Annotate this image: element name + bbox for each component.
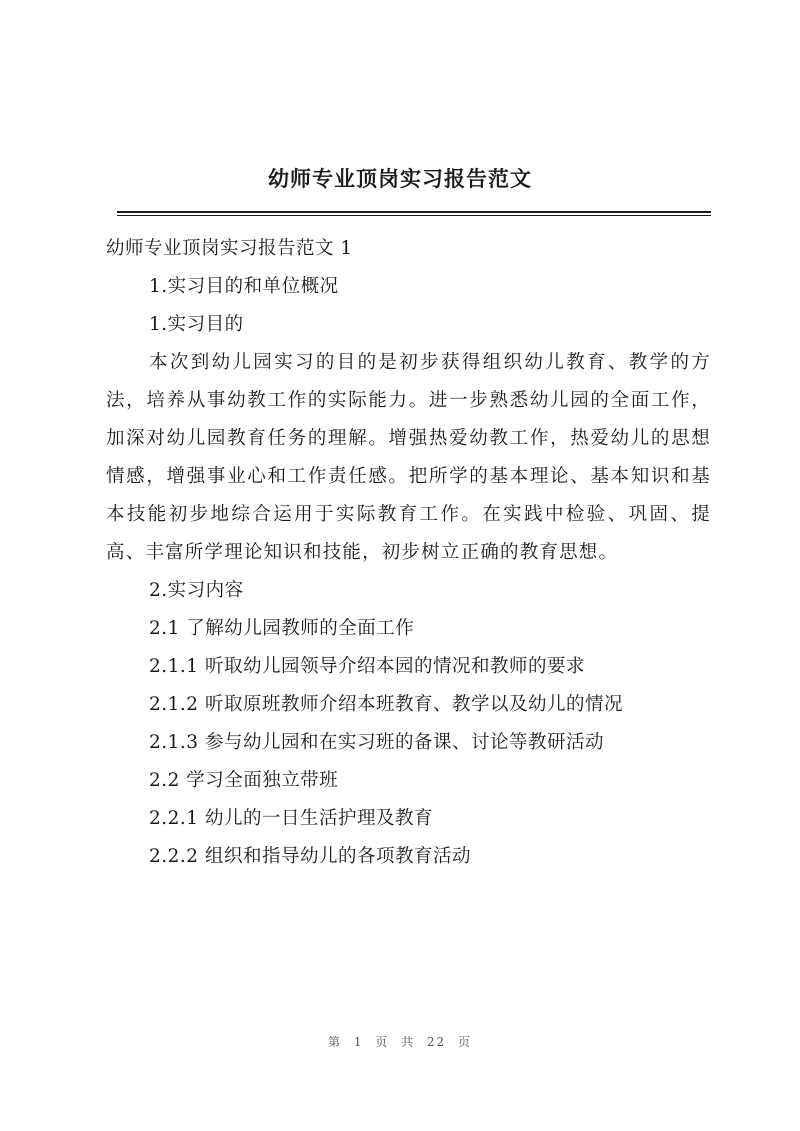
list-item: 2.1 了解幼儿园教师的全面工作 — [149, 618, 415, 639]
list-item: 2.2.1 幼儿的一日生活护理及教育 — [149, 808, 433, 829]
list-item: 2.1.1 听取幼儿园领导介绍本园的情况和教师的要求 — [149, 656, 585, 677]
list-item: 2.1.3 参与幼儿园和在实习班的备课、讨论等教研活动 — [149, 732, 604, 753]
section-heading: 幼师专业顶岗实习报告范文 1 — [106, 238, 353, 259]
list-item: 2.实习内容 — [149, 580, 244, 601]
page-number-footer: 第 1 页 共 22 页 — [328, 1035, 472, 1049]
body-paragraph: 本次到幼儿园实习的目的是初步获得组织幼儿教育、教学的方法，培养从事幼教工作的实际能力。进一步熟悉幼儿园的全面工作，加深对幼儿园教育任务的理解。增强热爱幼教工作，热爱幼儿的思想情感，增强事业心和工作责任感。把所学的基本理论、基本知识和基本技能初步地综合运用于实际教育工作。在实践中检验、巩固、提高、丰富所学理论知识和技能，初步树立正确的教育思想。 — [106, 352, 711, 563]
document-title: 幼师专业顶岗实习报告范文 — [268, 166, 532, 191]
list-item: 2.2.2 组织和指导幼儿的各项教育活动 — [149, 846, 471, 867]
title-divider-thin — [117, 215, 711, 216]
list-item: 2.1.2 听取原班教师介绍本班教育、教学以及幼儿的情况 — [149, 694, 623, 715]
title-divider — [117, 211, 711, 213]
subsection-heading: 1.实习目的 — [149, 314, 244, 335]
document-body — [106, 230, 711, 876]
list-item: 2.2 学习全面独立带班 — [149, 770, 339, 791]
subsection-heading: 1.实习目的和单位概况 — [149, 276, 339, 297]
